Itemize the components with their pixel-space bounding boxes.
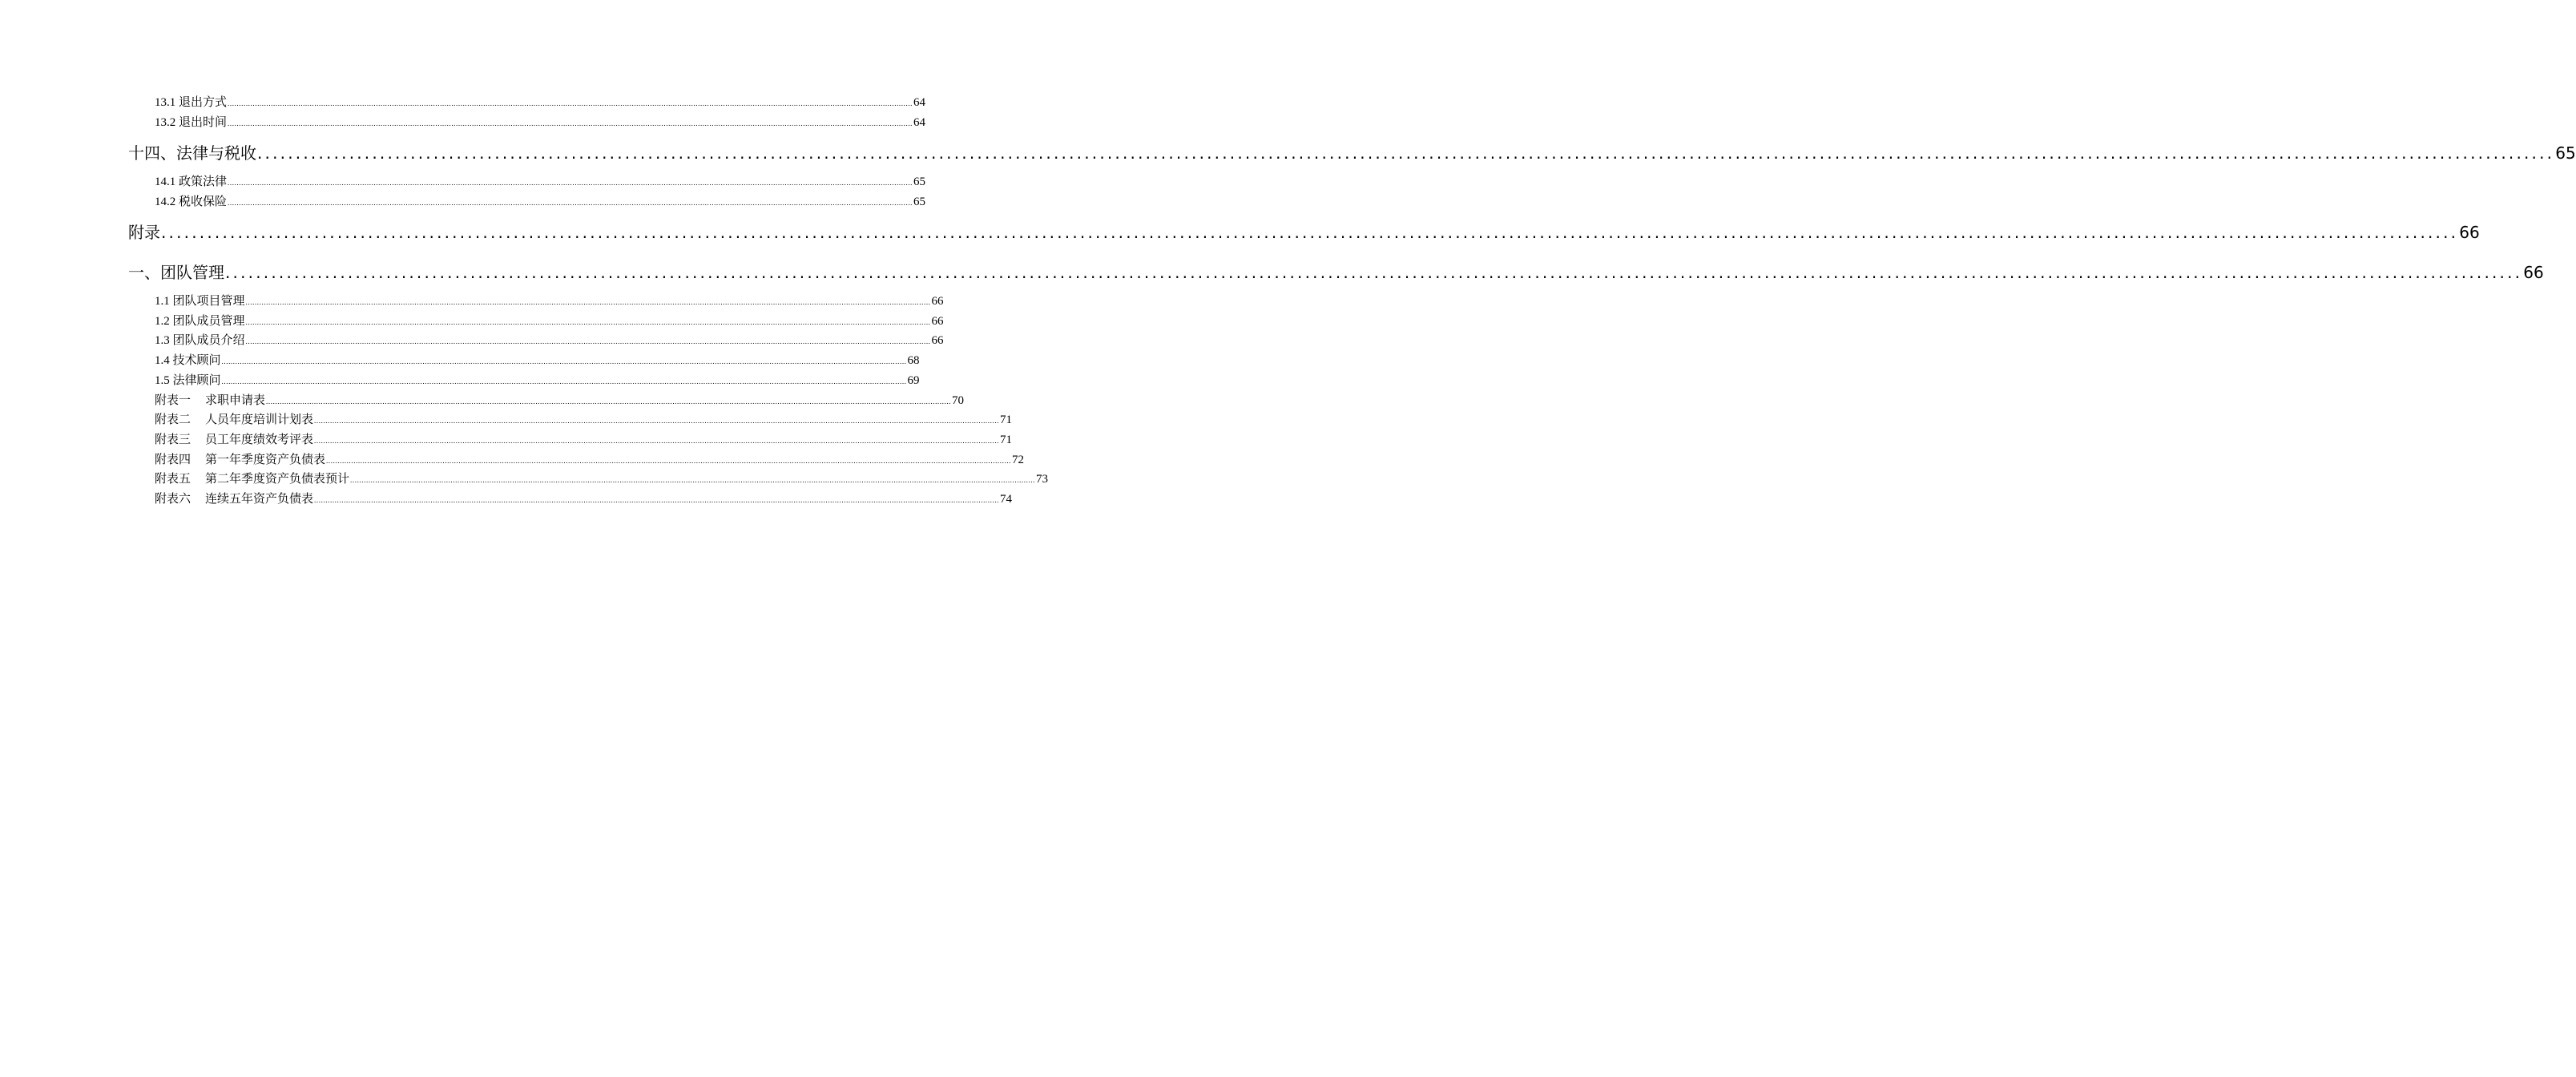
dot-leader: ............................................................................................................................................................................................................................................................................................................ bbox=[245, 298, 931, 306]
toc-entry-label bbox=[155, 292, 245, 311]
toc-entry-number: 附表六 bbox=[155, 493, 191, 506]
toc-entry-title: 第一年季度资产负债表 bbox=[205, 454, 326, 466]
toc-entry-title: 政策法律 bbox=[179, 175, 228, 188]
toc-entry-page: 71 bbox=[1000, 434, 1013, 446]
dot-leader: ............................................................................................................................................................................................................................................................................................................ bbox=[221, 357, 907, 365]
toc-entry-title: 第二年季度资产负债表预计 bbox=[205, 473, 350, 486]
toc-entry-appendix-6[interactable] bbox=[155, 490, 1013, 509]
toc-heading-title: 一、团队管理 bbox=[128, 263, 224, 282]
toc-entry-title: 团队项目管理 bbox=[172, 295, 245, 308]
toc-entry-page: 66 bbox=[2523, 263, 2544, 282]
toc-entry-label bbox=[155, 410, 313, 430]
toc-entry-14-1[interactable] bbox=[155, 172, 926, 192]
dot-leader: ............................................................................................................................................................................................................................................................................................................ bbox=[257, 143, 2555, 163]
toc-entry-number: 14.2 bbox=[155, 196, 176, 208]
dot-leader: ............................................................................................................................................................................................................................................................................................................ bbox=[314, 417, 1000, 425]
toc-entry-1-5[interactable] bbox=[155, 371, 920, 390]
toc-entry-number: 1.4 bbox=[155, 354, 170, 367]
dot-leader: ............................................................................................................................................................................................................................................................................................................ bbox=[245, 337, 931, 345]
toc-entry-number: 13.2 bbox=[155, 116, 176, 129]
toc-entry-1-1[interactable] bbox=[155, 292, 944, 311]
toc-entry-page: 64 bbox=[913, 116, 926, 129]
toc-heading-title: 十四、法律与税收 bbox=[128, 143, 256, 163]
toc-entry-page: 73 bbox=[1036, 473, 1049, 486]
toc-entry-label bbox=[155, 450, 325, 470]
toc-entry-page: 66 bbox=[931, 315, 944, 328]
dot-leader: ............................................................................................................................................................................................................................................................................................................ bbox=[228, 119, 913, 127]
toc-entry-page: 66 bbox=[931, 334, 944, 347]
toc-entry-title: 求职申请表 bbox=[205, 394, 266, 407]
toc-entry-label bbox=[155, 430, 313, 450]
dot-leader: ............................................................................................................................................................................................................................................................................................................ bbox=[228, 199, 913, 207]
toc-entry-appendix-1[interactable] bbox=[155, 391, 965, 410]
dot-leader: ............................................................................................................................................................................................................................................................................................................ bbox=[228, 99, 913, 107]
toc-entry-title: 团队成员介绍 bbox=[172, 334, 245, 347]
toc-entry-page: 65 bbox=[913, 196, 926, 208]
toc-entry-label bbox=[155, 490, 313, 509]
toc-entry-13-1[interactable] bbox=[155, 93, 926, 112]
toc-entry-page: 69 bbox=[907, 374, 920, 387]
toc-heading-team-management[interactable] bbox=[128, 260, 2544, 285]
toc-entry-label bbox=[155, 351, 221, 370]
dot-leader: ............................................................................................................................................................................................................................................................................................................ bbox=[266, 397, 952, 405]
toc-entry-page: 68 bbox=[907, 354, 920, 367]
toc-entry-appendix-4[interactable] bbox=[155, 450, 1025, 470]
toc-entry-number: 1.2 bbox=[155, 315, 170, 328]
toc-entry-appendix-2[interactable] bbox=[155, 410, 1013, 430]
toc-entry-title: 税收保险 bbox=[179, 196, 228, 208]
dot-leader: ............................................................................................................................................................................................................................................................................................................ bbox=[326, 457, 1012, 465]
toc-entry-page: 66 bbox=[2459, 223, 2480, 242]
toc-entry-page: 65 bbox=[913, 175, 926, 188]
toc-entry-label bbox=[155, 391, 265, 410]
toc-entry-appendix-5[interactable] bbox=[155, 470, 1049, 489]
dot-leader: ............................................................................................................................................................................................................................................................................................................ bbox=[245, 318, 931, 326]
toc-entry-1-2[interactable] bbox=[155, 312, 944, 331]
toc-entry-number: 1.5 bbox=[155, 374, 170, 387]
toc-entry-label bbox=[155, 312, 245, 331]
dot-leader: ............................................................................................................................................................................................................................................................................................................ bbox=[228, 179, 913, 187]
toc-entry-label bbox=[155, 192, 227, 212]
toc-entry-appendix-3[interactable] bbox=[155, 430, 1013, 450]
toc-heading-title: 附录 bbox=[128, 223, 160, 242]
toc-entry-label bbox=[155, 331, 245, 350]
toc-entry-title: 退出时间 bbox=[179, 116, 228, 129]
dot-leader: ............................................................................................................................................................................................................................................................................................................ bbox=[161, 223, 2459, 242]
toc-entry-number: 附表五 bbox=[155, 473, 191, 486]
toc-entry-label bbox=[155, 113, 227, 132]
toc-entry-number: 附表四 bbox=[155, 454, 191, 466]
toc-entry-number: 附表三 bbox=[155, 434, 191, 446]
dot-leader: ............................................................................................................................................................................................................................................................................................................ bbox=[314, 437, 1000, 445]
toc-entry-number: 附表二 bbox=[155, 413, 191, 426]
toc-heading-law-tax[interactable] bbox=[128, 140, 2576, 166]
toc-entry-title: 退出方式 bbox=[179, 96, 228, 109]
toc-entry-label bbox=[155, 371, 221, 390]
toc-entry-page: 66 bbox=[931, 295, 944, 308]
toc-entry-13-2[interactable] bbox=[155, 113, 926, 132]
toc-entry-number: 1.1 bbox=[155, 295, 170, 308]
toc-entry-page: 70 bbox=[952, 394, 965, 407]
toc-entry-page: 71 bbox=[1000, 413, 1013, 426]
dot-leader: ............................................................................................................................................................................................................................................................................................................ bbox=[350, 476, 1036, 484]
toc-entry-number: 1.3 bbox=[155, 334, 170, 347]
toc-entry-title: 人员年度培训计划表 bbox=[205, 413, 314, 426]
toc-entry-14-2[interactable] bbox=[155, 192, 926, 212]
toc-entry-title: 连续五年资产负债表 bbox=[205, 493, 314, 506]
toc-entry-title: 法律顾问 bbox=[172, 374, 221, 387]
toc-entry-title: 员工年度绩效考评表 bbox=[205, 434, 314, 446]
toc-entry-label bbox=[155, 93, 227, 112]
dot-leader: ............................................................................................................................................................................................................................................................................................................ bbox=[314, 496, 1000, 504]
toc-entry-number: 13.1 bbox=[155, 96, 176, 109]
toc-entry-page: 74 bbox=[1000, 493, 1013, 506]
toc-entry-1-4[interactable] bbox=[155, 351, 920, 370]
toc-entry-number: 附表一 bbox=[155, 394, 191, 407]
toc-entry-page: 64 bbox=[913, 96, 926, 109]
toc-entry-title: 团队成员管理 bbox=[172, 315, 245, 328]
toc-entry-label bbox=[155, 470, 349, 489]
toc-heading-appendix[interactable] bbox=[128, 220, 2480, 245]
toc-entry-1-3[interactable] bbox=[155, 331, 944, 350]
toc-entry-page: 72 bbox=[1012, 454, 1025, 466]
toc-entry-title: 技术顾问 bbox=[172, 354, 221, 367]
toc-entry-page: 65 bbox=[2555, 143, 2576, 163]
toc-entry-label bbox=[155, 172, 227, 192]
dot-leader: ............................................................................................................................................................................................................................................................................................................ bbox=[221, 377, 907, 385]
dot-leader: ............................................................................................................................................................................................................................................................................................................ bbox=[225, 263, 2523, 282]
toc-entry-number: 14.1 bbox=[155, 175, 176, 188]
